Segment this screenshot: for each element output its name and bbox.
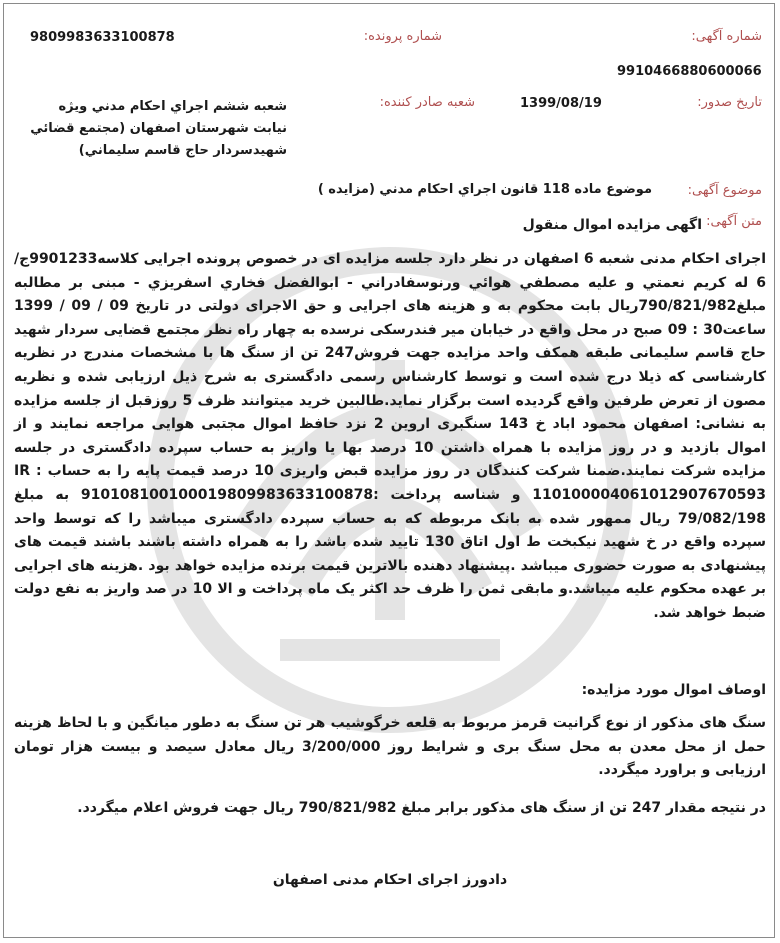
description-body: سنگ های مذکور از نوع گرانیت قرمز مربوط به قلعه خرگوشیب هر تن سنگ به دطور میانگین و با لحاظ هزینه حمل از محل معدن به محل سنگ بری و شرایط روز 3/200/000 ریال معادل سیصد و بیست هزار تومان ارزیابی و براورد میگردد. — [14, 715, 766, 779]
notice-title: اگهی مزایده اموال منقول — [522, 217, 702, 233]
file-number-value: 9809983633100878 — [30, 30, 175, 45]
notice-number-label: شماره آگهی: — [691, 29, 762, 44]
issue-date-value: 1399/08/19 — [520, 96, 602, 111]
issuing-branch-label: شعبه صادر کننده: — [379, 95, 475, 110]
signature: دادورز اجرای احکام مدنی اصفهان — [272, 872, 508, 888]
file-number-label: شماره پرونده: — [363, 29, 442, 44]
notice-body: اجرای احکام مدنی شعبه 6 اصفهان در نظر دارد جلسه مزایده ای در خصوص پرونده اجرایی کلاسه9901233ج/ 6 له کريم نعمتي و عليه مصطفي هوائي ورنوسفادراني - ابوالفضل فخاري اسفريزي - مبنی بر مطالبه مبلغ790/821/982ریال بابت محکوم به و هزینه های اجرایی و حق الاجرای دولتی در تاریخ 09 / 09 / 1399 ساعت30 : 09 صبح در محل واقع در خیابان میر فندرسکی نرسده به چهار راه نظر مجتمع قضایی سردار شهید حاج قاسم سلیمانی طبقه همکف واحد مزایده جهت فروش247 تن از سنگ ها با مشخصات مندرج در نظریه کارشناسی که ذیلا درج شده است و توسط کارشناس رسمی دادگستری به شرح ذیل ارزیابی شده و نظریه مصون از تعرض طرفین واقع گردیده است برگزار نماید.طالبین خرید میتوانند ظرف 5 روزقبل از جلسه مزایده به نشانی: اصفهان محمود اباد خ 143 سنگبری اروین 2 نزد حافظ اموال مجتبی هوایی مراجعه نمایند و از اموال بازدید و در روز مزایده با همراه داشتن 10 درصد بها یا واریز به حساب سپرده دادگستری در جلسه مزایده شرکت نمایند.ضمنا شرکت کنندگان در روز مزایده قبض واریزی 10 درصد قیمت پایه را به حساب : IR 110100004061012907670593 و شناسه پرداخت :910108100100019809983633100878 به مبلغ 79/082/198 ریال ممهور شده به بانک مربوطه که به حساب سپرده دادگستری میباشد را که توسط واحد سپرده واقع در خ شهید نیکبخت ط اول اتاق 130 تایید شده باشد را به همراه داشته باشند باشند قیمت های پیشنهادی به صورت حضوری میباشد .پیشنهاد دهنده بالاترین قیمت برنده مزایده خواهد بود .هزینه های اجرایی بر عهده محکوم علیه میباشد.و مابقی ثمن را ظرف حد اکثر یک ماه پرداخت و الا 10 در صد واریز به نفع دولت ضبط خواهد شد. — [14, 251, 767, 621]
text-label: متن آگهی: — [706, 214, 762, 229]
subject-value: موضوع ماده 118 قانون اجراي احكام مدني (مزايده ) — [317, 182, 652, 197]
notice-number-value: 9910466880600066 — [617, 64, 762, 79]
issuing-branch-value: شعبه ششم اجراي احكام مدني ويژه نيابت شهرستان اصفهان (مجتمع قضائي شهيدسردار حاج قاسم سليماني) — [30, 99, 287, 158]
description-title: اوصاف اموال مورد مزایده: — [581, 682, 766, 698]
issue-date-label: تاریخ صدور: — [697, 95, 762, 110]
subject-label: موضوع آگهی: — [687, 183, 762, 198]
description-conclusion: در نتیجه مقدار 247 تن از سنگ های مذکور برابر مبلغ 790/821/982 ریال جهت فروش اعلام میگردد. — [77, 800, 766, 816]
